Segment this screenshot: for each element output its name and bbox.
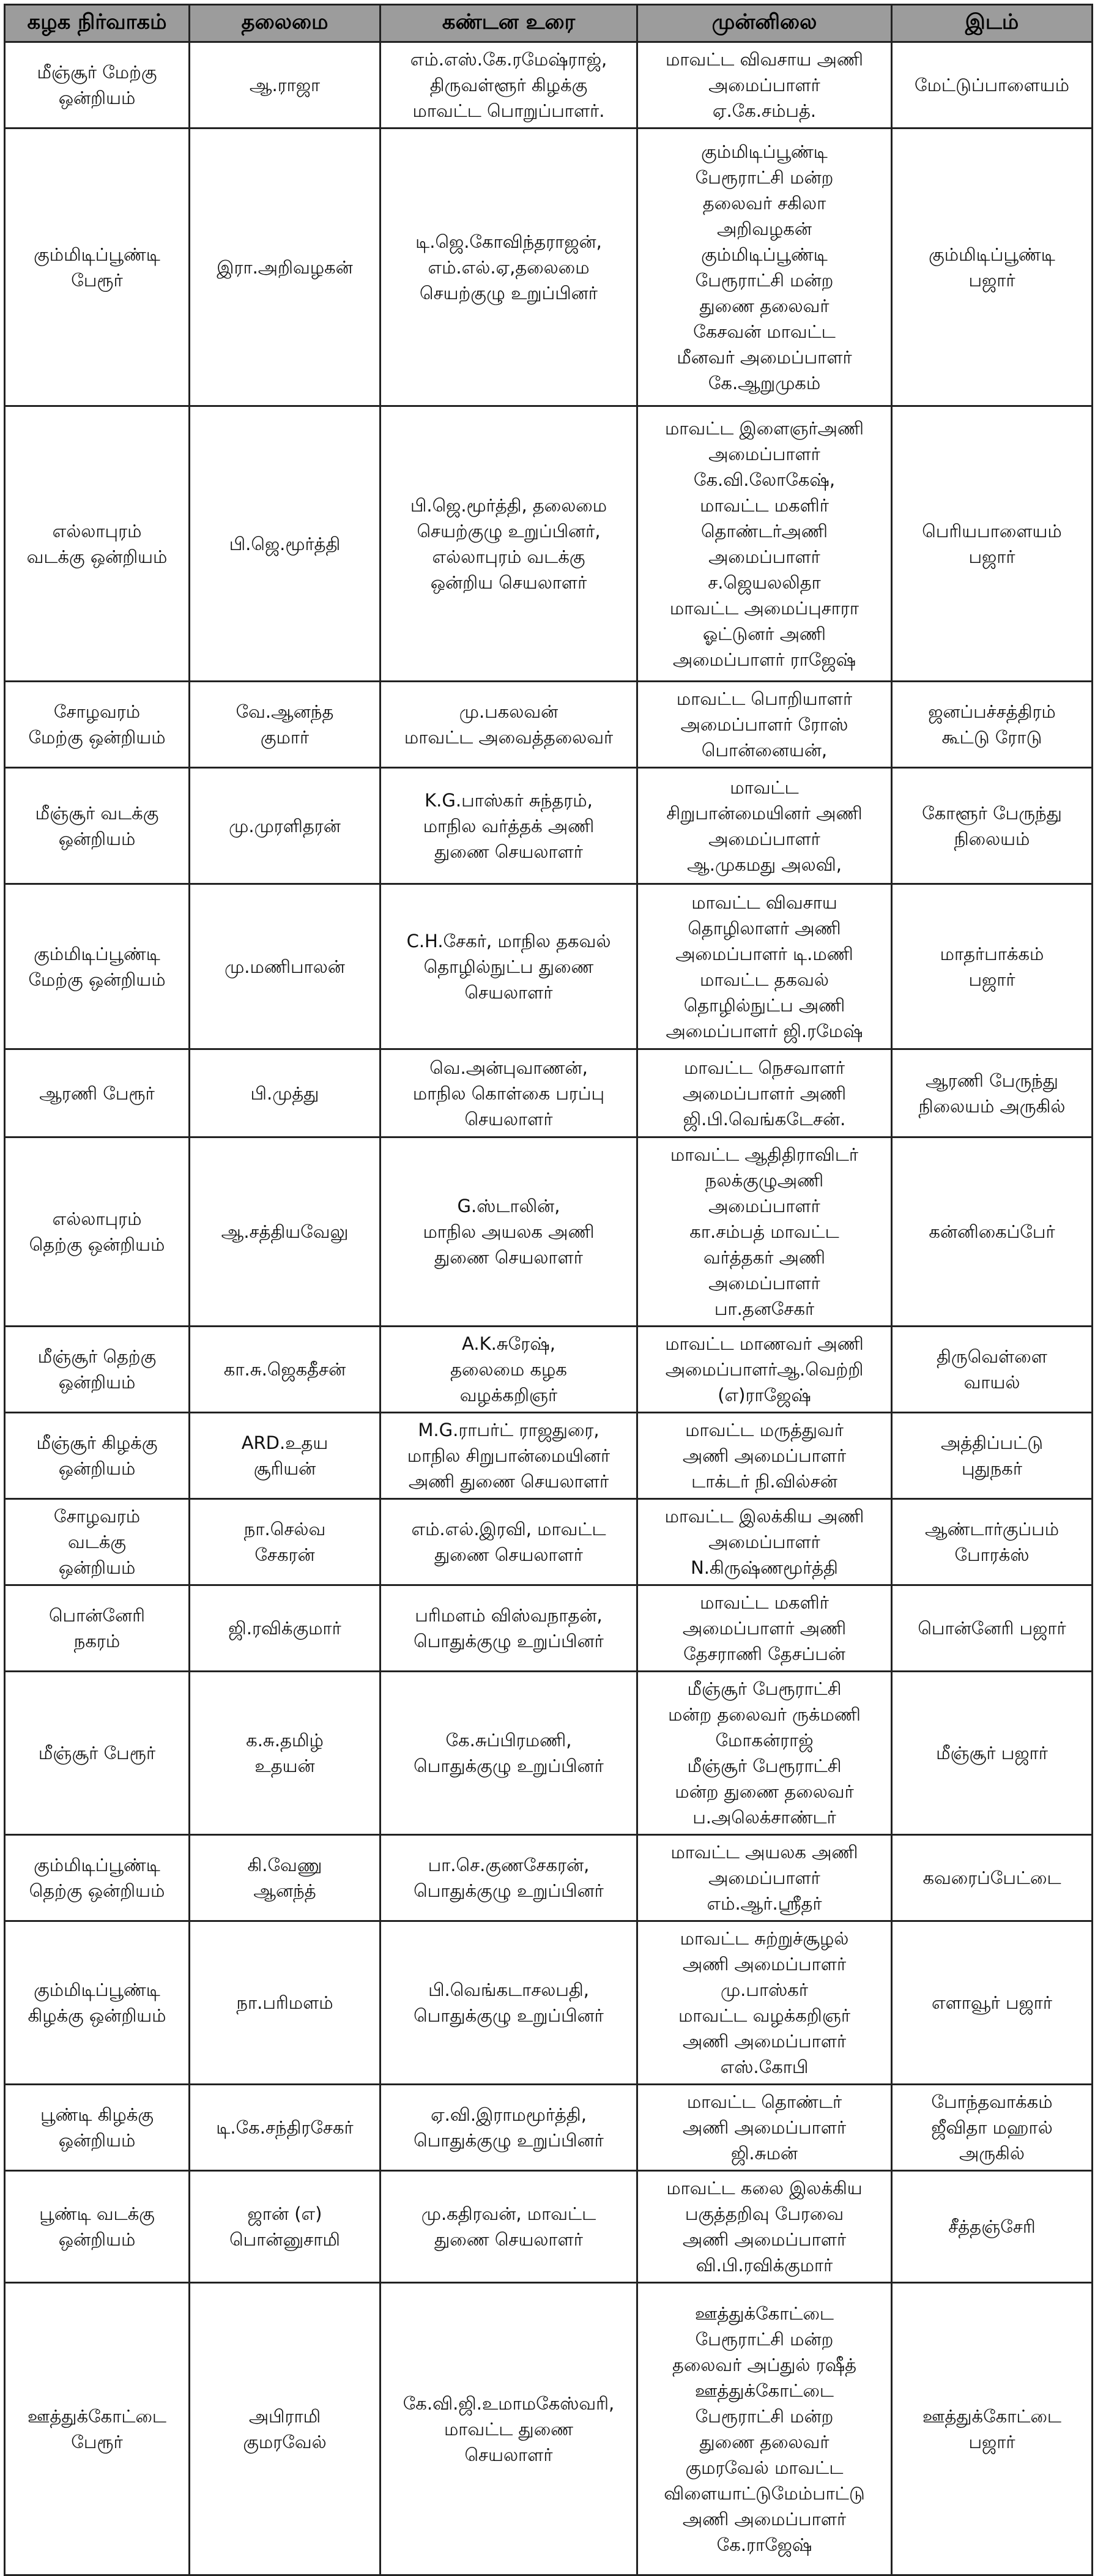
venue-cell: ஆண்டார்குப்பம் போரக்ஸ்: [892, 1499, 1093, 1585]
schedule-table-container: [4, 4, 1091, 2576]
venue-cell: மீஞ்சூர் பஜார்: [892, 1672, 1093, 1835]
chair-cell: ஜான் (எ) பொன்னுசாமி: [190, 2171, 380, 2283]
chair-cell: மு.முரளிதரன்: [190, 768, 380, 884]
chair-cell: கா.சு.ஜெகதீசன்: [190, 1327, 380, 1413]
chair-cell: ஜி.ரவிக்குமார்: [190, 1585, 380, 1672]
speech-cell: C.H.சேகர், மாநில தகவல் தொழில்நுட்ப துணை செயலாளர்: [380, 884, 637, 1049]
table-row: [5, 768, 1093, 884]
header-speech: கண்டன உரை: [380, 5, 637, 42]
chair-cell: பி.ஜெ.மூர்த்தி: [190, 406, 380, 682]
venue-cell: மாதர்பாக்கம் பஜார்: [892, 884, 1093, 1049]
presence-cell: மாவட்ட இலக்கிய அணி அமைப்பாளர் N.கிருஷ்ணமூர்த்தி: [637, 1499, 892, 1585]
table-row: [5, 2171, 1093, 2283]
unit-cell: கும்மிடிப்பூண்டி பேரூர்: [5, 128, 190, 406]
venue-cell: ஆரணி பேருந்து நிலையம் அருகில்: [892, 1049, 1093, 1137]
speech-cell: வெ.அன்புவாணன், மாநில கொள்கை பரப்பு செயலாளர்: [380, 1049, 637, 1137]
presence-cell: மாவட்ட இளைஞர்அணி அமைப்பாளர் கே.வி.லோகேஷ், மாவட்ட மகளிர் தொண்டர்அணி அமைப்பாளர் ச.ஜெயலலிதா மாவட்ட அமைப்புசாரா ஓட்டுனர் அணி அமைப்பாளர் ராஜேஷ்: [637, 406, 892, 682]
chair-cell: வே.ஆனந்த குமார்: [190, 682, 380, 768]
unit-cell: எல்லாபுரம் வடக்கு ஒன்றியம்: [5, 406, 190, 682]
speech-cell: கே.சுப்பிரமணி, பொதுக்குழு உறுப்பினர்: [380, 1672, 637, 1835]
presence-cell: மாவட்ட கலை இலக்கிய பகுத்தறிவு பேரவை அணி அமைப்பாளர் வி.பி.ரவிக்குமார்: [637, 2171, 892, 2283]
table-row: [5, 42, 1093, 128]
speech-cell: M.G.ராபர்ட் ராஜதுரை, மாநில சிறுபான்மையினர் அணி துணை செயலாளர்: [380, 1413, 637, 1499]
table-row: [5, 1835, 1093, 1921]
chair-cell: டி.கே.சந்திரசேகர்: [190, 2085, 380, 2171]
presence-cell: மாவட்ட சிறுபான்மையினர் அணி அமைப்பாளர் ஆ.முகமது அலவி,: [637, 768, 892, 884]
unit-cell: பூண்டி கிழக்கு ஒன்றியம்: [5, 2085, 190, 2171]
table-row: [5, 884, 1093, 1049]
venue-cell: கன்னிகைப்பேர்: [892, 1137, 1093, 1327]
unit-cell: பூண்டி வடக்கு ஒன்றியம்: [5, 2171, 190, 2283]
venue-cell: பெரியபாளையம் பஜார்: [892, 406, 1093, 682]
venue-cell: ஊத்துக்கோட்டை பஜார்: [892, 2283, 1093, 2575]
venue-cell: மேட்டுப்பாளையம்: [892, 42, 1093, 128]
unit-cell: எல்லாபுரம் தெற்கு ஒன்றியம்: [5, 1137, 190, 1327]
header-venue: இடம்: [892, 5, 1093, 42]
presence-cell: மாவட்ட அயலக அணி அமைப்பாளர் எம்.ஆர்.ஸ்ரீதர்: [637, 1835, 892, 1921]
presence-cell: மாவட்ட மகளிர் அமைப்பாளர் அணி தேசராணி தேசப்பன்: [637, 1585, 892, 1672]
unit-cell: பொன்னேரி நகரம்: [5, 1585, 190, 1672]
speech-cell: மு.கதிரவன், மாவட்ட துணை செயலாளர்: [380, 2171, 637, 2283]
table-row: [5, 128, 1093, 406]
table-row: [5, 1499, 1093, 1585]
venue-cell: சீத்தஞ்சேரி: [892, 2171, 1093, 2283]
presence-cell: மாவட்ட மருத்துவர் அணி அமைப்பாளர் டாக்டர் நி.வில்சன்: [637, 1413, 892, 1499]
chair-cell: இரா.அறிவழகன்: [190, 128, 380, 406]
speech-cell: டி.ஜெ.கோவிந்தராஜன், எம்.எல்.ஏ,தலைமை செயற்குழு உறுப்பினர்: [380, 128, 637, 406]
chair-cell: கி.வேணு ஆனந்த்: [190, 1835, 380, 1921]
venue-cell: பொன்னேரி பஜார்: [892, 1585, 1093, 1672]
unit-cell: சோழவரம் மேற்கு ஒன்றியம்: [5, 682, 190, 768]
table-row: [5, 682, 1093, 768]
venue-cell: திருவெள்ளை வாயல்: [892, 1327, 1093, 1413]
presence-cell: மாவட்ட விவசாய அணி அமைப்பாளர் ஏ.கே.சம்பத்.: [637, 42, 892, 128]
presence-cell: மாவட்ட ஆதிதிராவிடர் நலக்குழுஅணி அமைப்பாளர் கா.சம்பத் மாவட்ட வர்த்தகர் அணி அமைப்பாளர் பா.தனசேகர்: [637, 1137, 892, 1327]
unit-cell: மீஞ்சூர் பேரூர்: [5, 1672, 190, 1835]
speech-cell: மு.பகலவன் மாவட்ட அவைத்தலைவர்: [380, 682, 637, 768]
speech-cell: எம்.எஸ்.கே.ரமேஷ்ராஜ், திருவள்ளூர் கிழக்கு மாவட்ட பொறுப்பாளர்.: [380, 42, 637, 128]
unit-cell: மீஞ்சூர் தெற்கு ஒன்றியம்: [5, 1327, 190, 1413]
venue-cell: கோளூர் பேருந்து நிலையம்: [892, 768, 1093, 884]
venue-cell: எளாவூர் பஜார்: [892, 1921, 1093, 2085]
venue-cell: ஜனப்பச்சத்திரம் கூட்டு ரோடு: [892, 682, 1093, 768]
unit-cell: மீஞ்சூர் மேற்கு ஒன்றியம்: [5, 42, 190, 128]
presence-cell: ஊத்துக்கோட்டை பேரூராட்சி மன்ற தலைவர் அப்துல் ரஷீத் ஊத்துக்கோட்டை பேரூராட்சி மன்ற துணை தலைவர் குமரவேல் மாவட்ட விளையாட்டுமேம்பாட்டு அணி அமைப்பாளர் கே.ராஜேஷ்: [637, 2283, 892, 2575]
header-presence: முன்னிலை: [637, 5, 892, 42]
presence-cell: மாவட்ட விவசாய தொழிலாளர் அணி அமைப்பாளர் டி.மணி மாவட்ட தகவல் தொழில்நுட்ப அணி அமைப்பாளர் ஜி.ரமேஷ்: [637, 884, 892, 1049]
venue-cell: கவரைப்பேட்டை: [892, 1835, 1093, 1921]
speech-cell: பி.வெங்கடாசலபதி, பொதுக்குழு உறுப்பினர்: [380, 1921, 637, 2085]
chair-cell: ஆ.ராஜா: [190, 42, 380, 128]
unit-cell: ஆரணி பேரூர்: [5, 1049, 190, 1137]
header-row: [5, 5, 1093, 42]
schedule-table: [4, 4, 1093, 2576]
speech-cell: G.ஸ்டாலின், மாநில அயலக அணி துணை செயலாளர்: [380, 1137, 637, 1327]
speech-cell: எம்.எல்.இரவி, மாவட்ட துணை செயலாளர்: [380, 1499, 637, 1585]
speech-cell: பா.செ.குணசேகரன், பொதுக்குழு உறுப்பினர்: [380, 1835, 637, 1921]
table-row: [5, 1413, 1093, 1499]
presence-cell: மாவட்ட தொண்டர் அணி அமைப்பாளர் ஜி.சுமன்: [637, 2085, 892, 2171]
presence-cell: மாவட்ட பொறியாளர் அமைப்பாளர் ரோஸ் பொன்னையன்,: [637, 682, 892, 768]
presence-cell: மாவட்ட மாணவர் அணி அமைப்பாளர்ஆ.வெற்றி (எ)ராஜேஷ்: [637, 1327, 892, 1413]
presence-cell: கும்மிடிப்பூண்டி பேரூராட்சி மன்ற தலைவர் சகிலா அறிவழகன் கும்மிடிப்பூண்டி பேரூராட்சி மன்ற துணை தலைவர் கேசவன் மாவட்ட மீனவர் அமைப்பாளர் கே.ஆறுமுகம்: [637, 128, 892, 406]
speech-cell: பரிமளம் விஸ்வநாதன், பொதுக்குழு உறுப்பினர்: [380, 1585, 637, 1672]
unit-cell: மீஞ்சூர் கிழக்கு ஒன்றியம்: [5, 1413, 190, 1499]
venue-cell: அத்திப்பட்டு புதுநகர்: [892, 1413, 1093, 1499]
presence-cell: மீஞ்சூர் பேரூராட்சி மன்ற தலைவர் ருக்மணி மோகன்ராஜ் மீஞ்சூர் பேரூராட்சி மன்ற துணை தலைவர் ப.அலெக்சாண்டர்: [637, 1672, 892, 1835]
chair-cell: மு.மணிபாலன்: [190, 884, 380, 1049]
table-row: [5, 1327, 1093, 1413]
unit-cell: கும்மிடிப்பூண்டி மேற்கு ஒன்றியம்: [5, 884, 190, 1049]
table-row: [5, 1137, 1093, 1327]
header-chair: தலைமை: [190, 5, 380, 42]
chair-cell: க.சு.தமிழ் உதயன்: [190, 1672, 380, 1835]
speech-cell: K.G.பாஸ்கர் சுந்தரம், மாநில வர்த்தக் அணி துணை செயலாளர்: [380, 768, 637, 884]
unit-cell: கும்மிடிப்பூண்டி கிழக்கு ஒன்றியம்: [5, 1921, 190, 2085]
presence-cell: மாவட்ட நெசவாளர் அமைப்பாளர் அணி ஜி.பி.வெங்கடேசன்.: [637, 1049, 892, 1137]
table-row: [5, 1672, 1093, 1835]
unit-cell: மீஞ்சூர் வடக்கு ஒன்றியம்: [5, 768, 190, 884]
header-unit: கழக நிர்வாகம்: [5, 5, 190, 42]
table-row: [5, 406, 1093, 682]
venue-cell: கும்மிடிப்பூண்டி பஜார்: [892, 128, 1093, 406]
venue-cell: போந்தவாக்கம் ஜீவிதா மஹால் அருகில்: [892, 2085, 1093, 2171]
chair-cell: நா.செல்வ சேகரன்: [190, 1499, 380, 1585]
chair-cell: பி.முத்து: [190, 1049, 380, 1137]
presence-cell: மாவட்ட சுற்றுச்சூழல் அணி அமைப்பாளர் மு.பாஸ்கர் மாவட்ட வழக்கறிஞர் அணி அமைப்பாளர் எஸ்.கோபி: [637, 1921, 892, 2085]
table-row: [5, 1921, 1093, 2085]
table-row: [5, 1585, 1093, 1672]
speech-cell: கே.வி.ஜி.உமாமகேஸ்வரி, மாவட்ட துணை செயலாளர்: [380, 2283, 637, 2575]
chair-cell: ஆ.சத்தியவேலு: [190, 1137, 380, 1327]
speech-cell: ஏ.வி.இராமமூர்த்தி, பொதுக்குழு உறுப்பினர்: [380, 2085, 637, 2171]
unit-cell: சோழவரம் வடக்கு ஒன்றியம்: [5, 1499, 190, 1585]
speech-cell: பி.ஜெ.மூர்த்தி, தலைமை செயற்குழு உறுப்பினர், எல்லாபுரம் வடக்கு ஒன்றிய செயலாளர்: [380, 406, 637, 682]
table-row: [5, 2283, 1093, 2575]
table-body: [5, 42, 1093, 2575]
table-row: [5, 2085, 1093, 2171]
chair-cell: அபிராமி குமரவேல்: [190, 2283, 380, 2575]
chair-cell: ARD.உதய சூரியன்: [190, 1413, 380, 1499]
unit-cell: கும்மிடிப்பூண்டி தெற்கு ஒன்றியம்: [5, 1835, 190, 1921]
chair-cell: நா.பரிமளம்: [190, 1921, 380, 2085]
unit-cell: ஊத்துக்கோட்டை பேரூர்: [5, 2283, 190, 2575]
table-row: [5, 1049, 1093, 1137]
speech-cell: A.K.சுரேஷ், தலைமை கழக வழக்கறிஞர்: [380, 1327, 637, 1413]
